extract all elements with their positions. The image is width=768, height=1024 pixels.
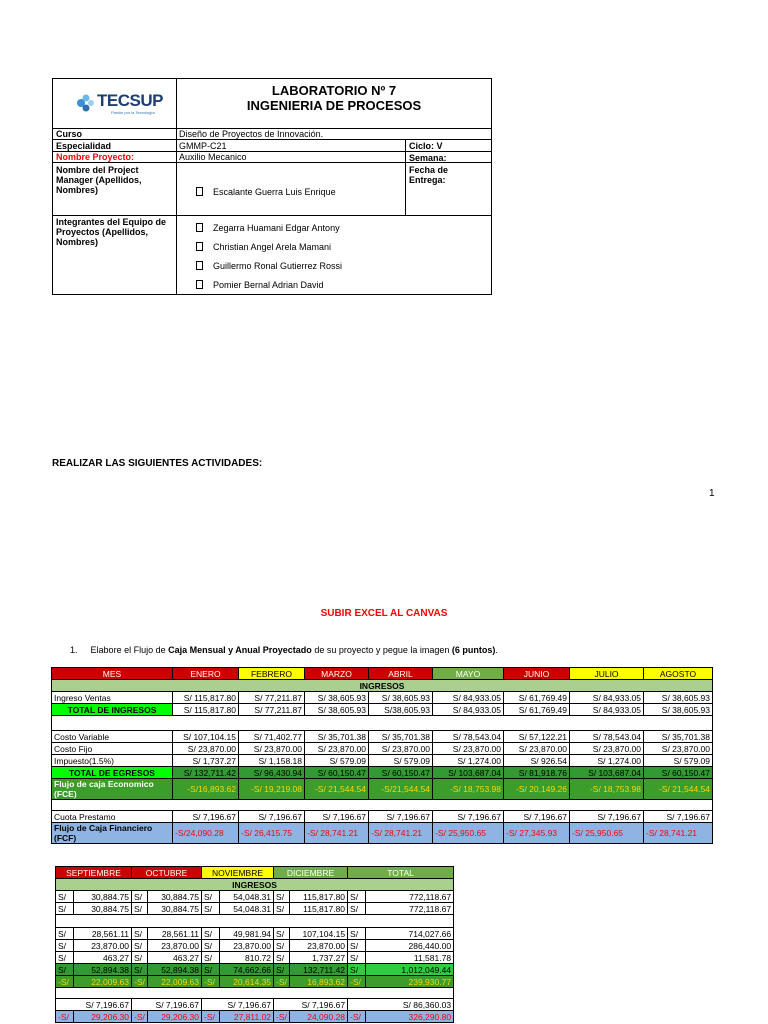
nombre-proyecto-row	[53, 152, 491, 163]
team-member: Pomier Bernal Adrian David	[196, 280, 324, 290]
table-row: S/ 52,894.38 S/ 52,894.38 S/ 74,662.66 S/ 132,711.42 S/ 1,012,049.44	[56, 964, 454, 976]
month-header: ENERO	[173, 668, 239, 680]
instruction-points: (6 puntos)	[451, 645, 496, 655]
mes-header: MES	[52, 668, 173, 680]
month-header: OCTUBRE	[132, 867, 202, 879]
logo-text: TECSUP	[97, 91, 163, 110]
month-header: JUNIO	[504, 668, 570, 680]
project-manager-row	[53, 163, 491, 216]
ciclo-label: Ciclo: V	[409, 141, 443, 151]
table-row: S/ 30,884.75 S/ 30,884.75 S/ 54,048.31 S/ 115,817.80 S/ 772,118.67	[56, 891, 454, 903]
spacer-row	[56, 915, 454, 928]
lab-header-table	[52, 78, 492, 295]
activities-title: REALIZAR LAS SIGUIENTES ACTIVIDADES:	[52, 458, 263, 469]
team-row	[53, 216, 491, 294]
row-label: Flujo de Caja Financiero (FCF)	[52, 823, 173, 844]
table-row: Flujo de Caja Financiero (FCF) -S/24,090.28 -S/ 26,415.75 -S/ 28,741.21 -S/ 28,741.21 -S/ 25,950.65 -S/ 27,345.93 -S/ 25,950.65 -S/ 28,741.21	[52, 823, 713, 844]
especialidad-value: GMMP-C21	[179, 141, 227, 151]
row-label: Costo Variable	[52, 731, 173, 743]
bullet-icon	[196, 280, 203, 289]
curso-row	[53, 129, 491, 140]
table-row: S/ 7,196.67 S/ 7,196.67 S/ 7,196.67 S/ 7,196.67 S/ 86,360.03	[56, 999, 454, 1011]
curso-value: Diseño de Proyectos de Innovación.	[179, 129, 324, 139]
table-row: S/ 23,870.00 S/ 23,870.00 S/ 23,870.00 S/ 23,870.00 S/ 286,440.00	[56, 940, 454, 952]
month-header: MAYO	[433, 668, 504, 680]
bullet-icon	[196, 223, 203, 232]
team-label: Integrantes del Equipo de Proyectos (Apellidos, Nombres)	[56, 217, 167, 247]
row-label: Flujo de caja Economico (FCE)	[52, 779, 173, 800]
nombre-proyecto-label: Nombre Proyecto:	[56, 152, 135, 162]
bullet-icon	[196, 261, 203, 270]
lab-title-line1: LABORATORIO Nº 7	[271, 83, 397, 98]
nombre-proyecto-value: Auxilio Mecanico	[179, 152, 247, 162]
table-row: S/ 463.27 S/ 463.27 S/ 810.72 S/ 1,737.27 S/ 11,581.78	[56, 952, 454, 964]
month-header: AGOSTO	[644, 668, 713, 680]
team-member: Zegarra Huamani Edgar Antony	[196, 223, 340, 233]
table-row: Impuesto(1.5%) S/ 1,737.27 S/ 1,158.18 S/ 579.09 S/ 579.09 S/ 1,274.00 S/ 926.54 S/ 1,274.00 S/ 579.09	[52, 755, 713, 767]
month-header: MARZO	[305, 668, 369, 680]
row-label: TOTAL DE INGRESOS	[52, 704, 173, 716]
table-row: Flujo de caja Economico (FCE) -S/16,893.62 -S/ 19,219.08 -S/ 21,544.54 -S/21,544.54 -S/ 18,753.98 -S/ 20,149.26 -S/ 18,753.98 -S/ 21,544.54	[52, 779, 713, 800]
months-header-row	[52, 668, 713, 680]
row-label: Costo Fijo	[52, 743, 173, 755]
pm-label: Nombre del Project Manager (Apellidos, Nombres)	[56, 165, 142, 195]
cashflow-table-1	[51, 667, 713, 844]
month-header: DICIEMBRE	[274, 867, 348, 879]
ingresos-header-row	[52, 680, 713, 692]
logo-cell	[53, 79, 177, 129]
team-member: Guillermo Ronal Gutierrez Rossi	[196, 261, 342, 271]
especialidad-row	[53, 140, 491, 152]
col-divider	[405, 140, 406, 216]
month-header: FEBRERO	[239, 668, 305, 680]
especialidad-label: Especialidad	[56, 141, 112, 151]
ingresos-header: INGRESOS	[52, 680, 713, 692]
pm-value-item	[196, 187, 336, 197]
spacer-row	[52, 716, 713, 731]
row-label: TOTAL DE EGRESOS	[52, 767, 173, 779]
instruction: 1. Elabore el Flujo de Caja Mensual y Anual Proyectado de su proyecto y pegue la imagen (6 puntos).	[70, 645, 498, 655]
month-header: ABRIL	[369, 668, 433, 680]
upload-title: SUBIR EXCEL AL CANVAS	[320, 608, 448, 619]
bullet-icon	[196, 187, 203, 196]
page-number: 1	[709, 488, 715, 499]
month-header: SEPTIEMBRE	[56, 867, 132, 879]
pm-value: Escalante Guerra Luis Enrique	[213, 187, 336, 197]
instruction-text: Elabore el Flujo de	[90, 645, 169, 655]
team-member: Christian Angel Arela Mamani	[196, 242, 331, 252]
table-row: S/ 28,561.11 S/ 28,561.11 S/ 49,981.94 S/ 107,104.15 S/ 714,027.66	[56, 928, 454, 940]
table-row: Costo Variable S/ 107,104.15 S/ 71,402.77 S/ 35,701.38 S/ 35,701.38 S/ 78,543.04 S/ 57,122.21 S/ 78,543.04 S/ 35,701.38	[52, 731, 713, 743]
row-label: Impuesto(1.5%)	[52, 755, 173, 767]
table-row: Ingreso Ventas S/ 115,817.80 S/ 77,211.87 S/ 38,605.93 S/ 38,605.93 S/ 84,933.05 S/ 61,769.49 S/ 84,933.05 S/ 38,605.93	[52, 692, 713, 704]
month-header: NOVIEMBRE	[202, 867, 274, 879]
table-row: Costo Fijo S/ 23,870.00 S/ 23,870.00 S/ 23,870.00 S/ 23,870.00 S/ 23,870.00 S/ 23,870.00 S/ 23,870.00 S/ 23,870.00	[52, 743, 713, 755]
lab-title-line2: INGENIERIA DE PROCESOS	[246, 98, 422, 113]
total-header: TOTAL	[348, 867, 454, 879]
row-label: Ingreso Ventas	[52, 692, 173, 704]
table-row: -S/ 29,206.30 -S/ 29,206.30 -S/ 27,811.02 -S/ 24,090.28 -S/ 326,290.80	[56, 1011, 454, 1023]
table-row: -S/ 22,009.63 -S/ 22,009.63 -S/ 20,614.35 -S/ 16,893.62 -S/ 239,930.77	[56, 976, 454, 988]
fecha-entrega-label: Fecha de Entrega:	[409, 165, 449, 185]
month-header: JULIO	[570, 668, 644, 680]
row-label: Cuota Prestamo	[52, 811, 173, 823]
logo-tagline: Pasión por la Tecnología	[111, 110, 155, 115]
table-row: S/ 30,884.75 S/ 30,884.75 S/ 54,048.31 S/ 115,817.80 S/ 772,118.67	[56, 903, 454, 915]
cashflow-table-2	[55, 866, 454, 1023]
ingresos-header-row	[56, 879, 454, 891]
semana-label: Semana:	[409, 153, 447, 163]
curso-label: Curso	[56, 129, 83, 139]
table-row: TOTAL DE INGRESOS S/ 115,817.80 S/ 77,211.87 S/ 38,605.93 S/38,605.93 S/ 84,933.05 S/ 61,769.49 S/ 84,933.05 S/ 38,605.93	[52, 704, 713, 716]
spacer-row	[56, 988, 454, 999]
ingresos-header: INGRESOS	[56, 879, 454, 891]
bullet-icon	[196, 242, 203, 251]
instruction-bold: Caja Mensual y Anual Proyectado	[168, 645, 312, 655]
months-header-row	[56, 867, 454, 879]
spacer-row	[52, 800, 713, 811]
lab-title	[177, 79, 491, 129]
col-divider	[176, 129, 177, 294]
instruction-number: 1.	[70, 645, 78, 655]
table-row: Cuota Prestamo S/ 7,196.67 S/ 7,196.67 S/ 7,196.67 S/ 7,196.67 S/ 7,196.67 S/ 7,196.67 S/ 7,196.67 S/ 7,196.67	[52, 811, 713, 823]
table-row: TOTAL DE EGRESOS S/ 132,711.42 S/ 96,430.94 S/ 60,150.47 S/ 60,150.47 S/ 103,687.04 S/ 81,918.76 S/ 103,687.04 S/ 60,150.47	[52, 767, 713, 779]
